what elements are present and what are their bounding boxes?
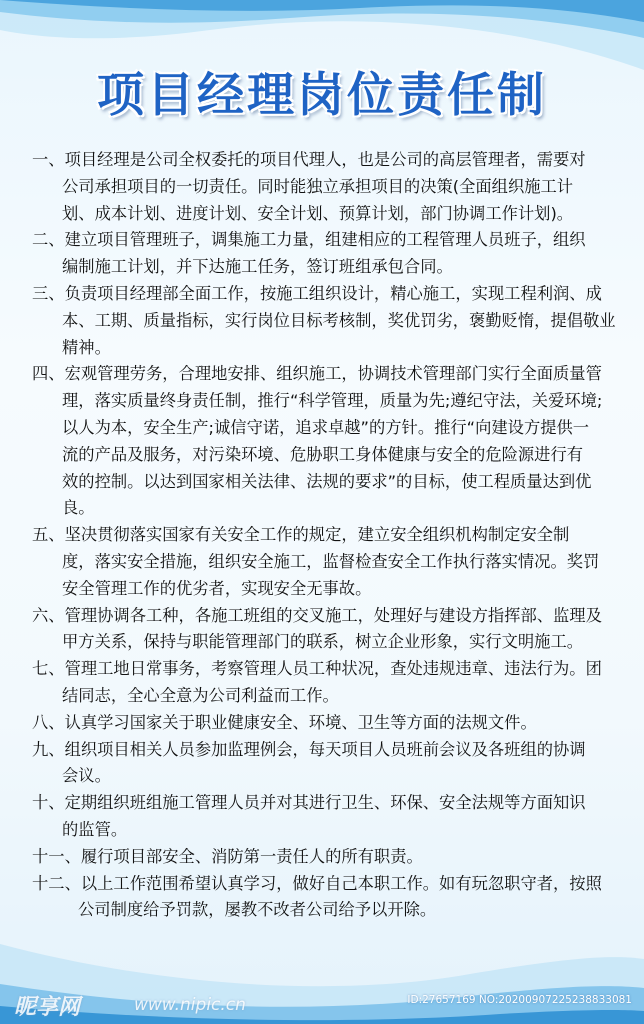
item-line: 本、工期、质量指标，实行岗位目标考核制，奖优罚劣，褒勤贬惰，提倡敬业 (62, 310, 616, 330)
item-line: 九、组织项目相关人员参加监理例会，每天项目人员班前会议及各班组的协调 (32, 739, 586, 759)
item-line: 流的产品及服务，对污染环境、危胁职工身体健康与安全的危险源进行有 (62, 444, 584, 464)
item-line: 效的控制。以达到国家相关法律、法规的要求”的目标，使工程质量达到优 (62, 471, 592, 491)
item-line: 编制施工计划，并下达施工任务，签订班组承包合同。 (62, 257, 453, 277)
list-item (32, 281, 644, 361)
item-line: 的监管。 (62, 819, 128, 839)
watermark-logo: 昵享网 (14, 995, 81, 1020)
item-line: 会议。 (62, 766, 111, 786)
item-line: 公司承担项目的一切责任。同时能独立承担项目的决策(全面组织施工计 (62, 176, 574, 196)
list-item (32, 227, 644, 281)
item-line: 八、认真学习国家关于职业健康安全、环境、卫生等方面的法规文件。 (32, 712, 537, 732)
list-item (32, 737, 644, 791)
item-line: 四、宏观管理劳务，合理地安排、组织施工，协调技术管理部门实行全面质量管 (32, 364, 602, 384)
item-line: 精神。 (62, 337, 111, 357)
list-item (32, 361, 644, 522)
list-item (32, 871, 644, 925)
list-item (32, 790, 644, 844)
item-line: 五、坚决贯彻落实国家有关安全工作的规定，建立安全组织机构制定安全制 (32, 525, 570, 545)
item-line: 十一、履行项目部安全、消防第一责任人的所有职责。 (32, 846, 423, 866)
item-line: 良。 (62, 498, 95, 518)
list-item (32, 603, 644, 657)
page-title: 项目经理岗位责任制 (97, 68, 547, 123)
list-item (32, 147, 644, 227)
item-line: 六、管理协调各工种，各施工班组的交叉施工，处理好与建设方指挥部、监理及 (32, 605, 602, 625)
watermark-id: ID:27657169 NO:20200907225238833081 (407, 994, 632, 1006)
item-line: 以人为本，安全生产;诚信守诺，追求卓越”的方针。推行“向建设方提供一 (62, 417, 590, 437)
item-line: 二、建立项目管理班子，调集施工力量，组建相应的工程管理人员班子，组织 (32, 230, 586, 250)
item-line: 结同志，全心全意为公司利益而工作。 (62, 685, 339, 705)
item-line: 十、定期组织班组施工管理人员并对其进行卫生、环保、安全法规等方面知识 (32, 793, 586, 813)
item-line: 三、负责项目经理部全面工作，按施工组织设计，精心施工，实现工程利润、成 (32, 283, 602, 303)
responsibility-list (32, 147, 644, 924)
item-line: 一、项目经理是公司全权委托的项目代理人，也是公司的高层管理者，需要对 (32, 150, 586, 169)
list-item (32, 844, 644, 871)
item-line: 划、成本计划、进度计划、安全计划、预算计划，部门协调工作计划)。 (62, 203, 574, 223)
list-item (32, 710, 644, 737)
watermark-url: www.nipic.cn (134, 995, 246, 1015)
item-line: 度，落实安全措施，组织安全施工，监督检查安全工作执行落实情况。奖罚 (62, 551, 600, 571)
item-line: 理，落实质量终身责任制，推行“科学管理，质量为先;遵纪守法，关爱环境; (62, 391, 603, 411)
list-item (32, 656, 644, 710)
item-line: 安全管理工作的优劣者，实现安全无事故。 (62, 578, 372, 598)
item-line: 十二、以上工作范围希望认真学习，做好自己本职工作。如有玩忽职守者，按照 (32, 873, 602, 893)
item-line: 甲方关系，保持与职能管理部门的联系，树立企业形象，实行文明施工。 (62, 632, 584, 652)
item-line: 七、管理工地日常事务，考察管理人员工种状况，查处违规违章、违法行为。团 (32, 659, 602, 679)
item-line: 公司制度给予罚款，屡教不改者公司给予以开除。 (78, 900, 437, 920)
list-item (32, 522, 644, 602)
